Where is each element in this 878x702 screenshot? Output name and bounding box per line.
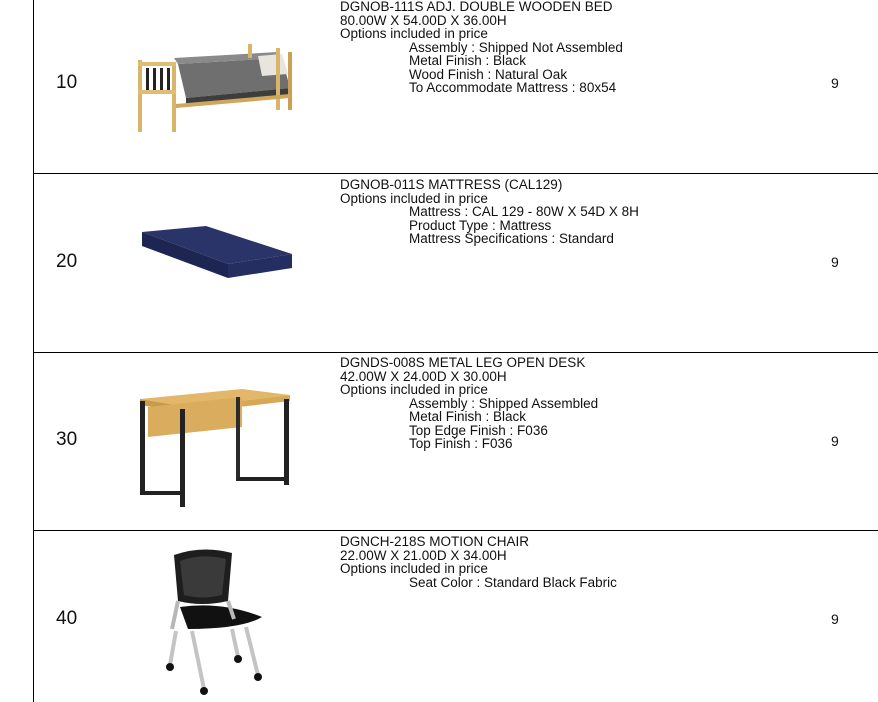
item-description <box>340 178 639 246</box>
quantity: 9 <box>831 433 839 449</box>
line-number: 40 <box>56 608 78 629</box>
item-title: DGNOB-111S ADJ. DOUBLE WOODEN BED <box>340 0 613 14</box>
option-line: Assembly : Shipped Assembled <box>409 395 599 411</box>
option-line: Mattress Specifications : Standard <box>409 231 614 246</box>
option-line: Top Finish : F036 <box>409 436 513 451</box>
quantity: 9 <box>831 254 839 270</box>
options-label: Options included in price <box>340 382 488 397</box>
option-line: To Accommodate Mattress : 80x54 <box>409 80 617 95</box>
line-number: 30 <box>56 429 78 450</box>
options-label: Options included in price <box>340 26 488 41</box>
item-description <box>340 356 598 451</box>
line-number: 10 <box>56 72 78 93</box>
option-line: Mattress : CAL 129 - 80W X 54D X 8H <box>409 204 639 219</box>
item-title: DGNDS-008S METAL LEG OPEN DESK <box>340 355 586 370</box>
quantity: 9 <box>831 75 839 91</box>
option-line: Product Type : Mattress <box>409 217 552 233</box>
bed-icon <box>130 44 298 136</box>
option-line: Top Edge Finish : F036 <box>409 422 548 438</box>
option-line: Seat Color : Standard Black Fabric <box>409 574 617 590</box>
item-dimensions: 80.00W X 54.00D X 36.00H <box>340 12 507 28</box>
item-description <box>340 535 617 589</box>
desk-icon <box>138 387 294 511</box>
item-description <box>340 0 623 95</box>
mattress-icon <box>136 224 296 282</box>
table-row <box>34 531 878 702</box>
item-dimensions: 42.00W X 24.00D X 30.00H <box>340 368 507 384</box>
chair-icon <box>162 545 272 697</box>
table-row <box>34 353 878 530</box>
option-line: Metal Finish : Black <box>409 53 527 68</box>
option-line: Assembly : Shipped Not Assembled <box>409 39 623 55</box>
item-title: DGNCH-218S MOTION CHAIR <box>340 534 530 549</box>
options-label: Options included in price <box>340 190 488 206</box>
option-line: Metal Finish : Black <box>409 409 527 424</box>
item-title: DGNOB-011S MATTRESS (CAL129) <box>340 177 563 192</box>
table-row <box>34 0 878 173</box>
quantity: 9 <box>831 611 839 627</box>
item-dimensions: 22.00W X 21.00D X 34.00H <box>340 547 507 563</box>
option-line: Wood Finish : Natural Oak <box>409 66 568 82</box>
table-row <box>34 174 878 352</box>
line-number: 20 <box>56 251 78 272</box>
options-label: Options included in price <box>340 561 488 576</box>
